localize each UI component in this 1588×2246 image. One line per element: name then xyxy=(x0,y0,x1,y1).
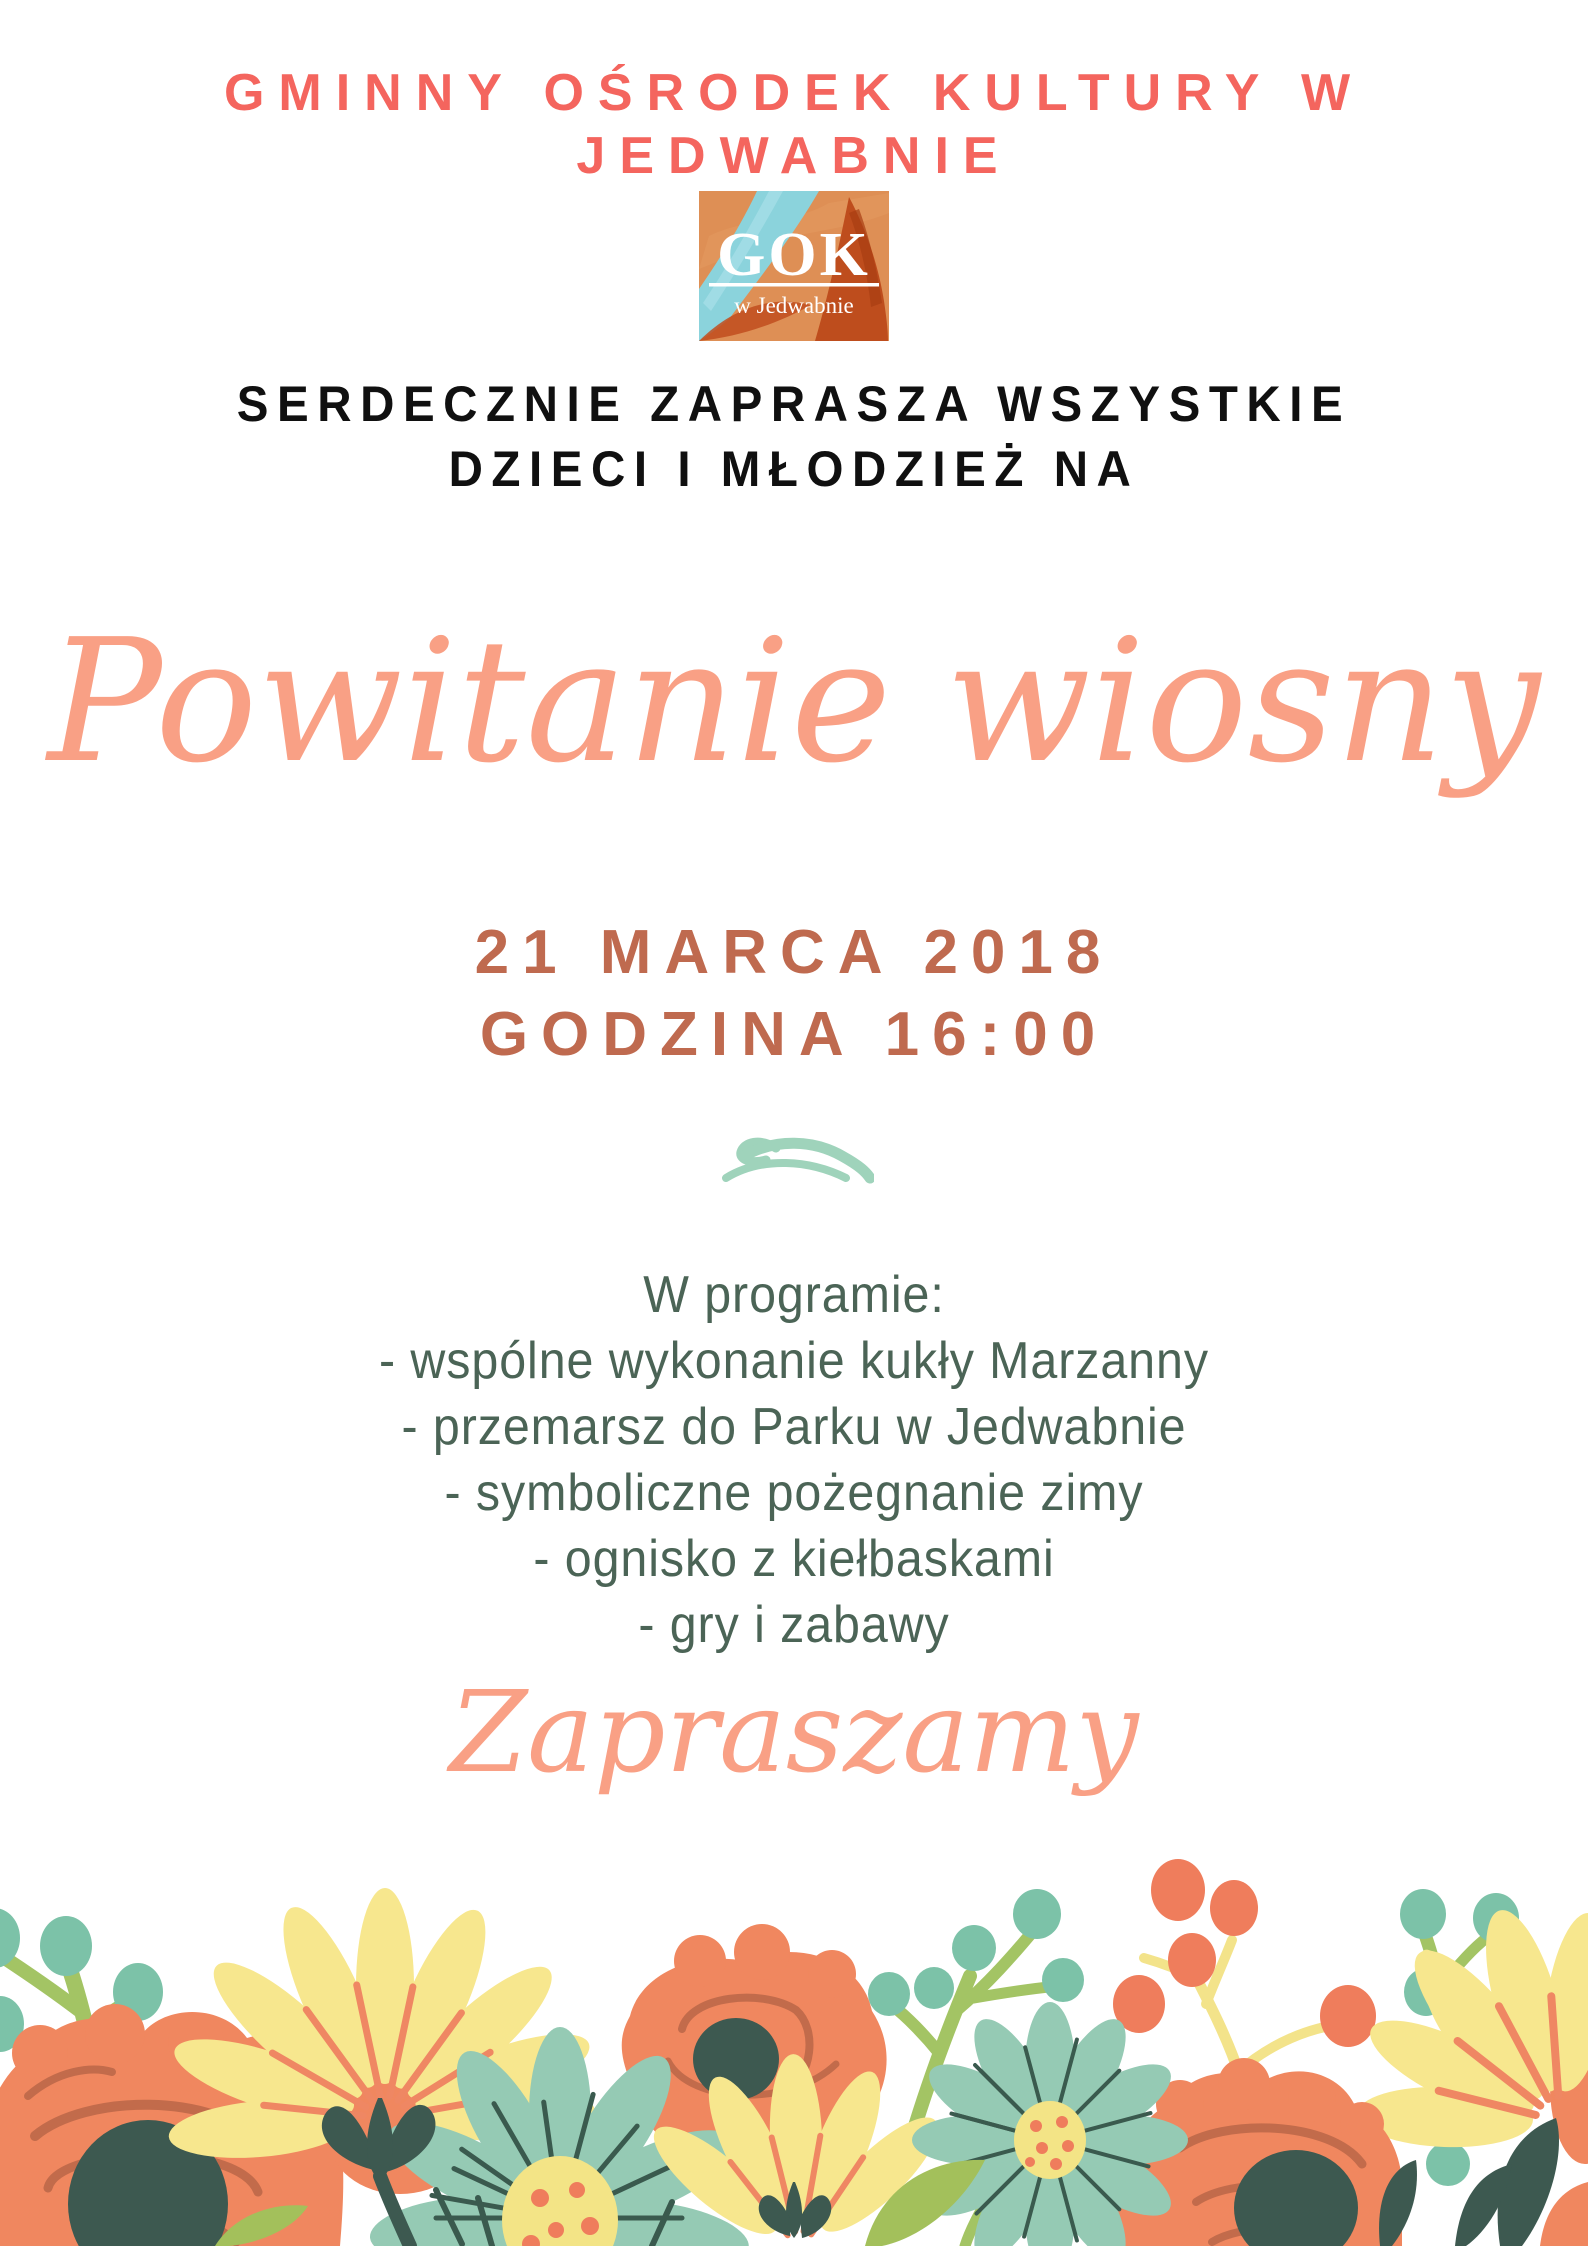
program-section xyxy=(56,1262,1533,1658)
invitation-line1: SERDECZNIE ZAPRASZA WSZYSTKIE xyxy=(236,376,1352,432)
organization-title-line1: GMINNY OŚRODEK KULTURY W xyxy=(223,64,1365,122)
organization-title xyxy=(0,62,1588,189)
gok-logo-artwork xyxy=(699,191,889,341)
gok-logo xyxy=(699,191,889,341)
gok-logo-subtitle: w Jedwabnie xyxy=(734,293,854,318)
program-item: - symboliczne pożegnanie zimy xyxy=(444,1464,1144,1523)
program-item: - gry i zabawy xyxy=(638,1596,950,1655)
teal-daisy-small xyxy=(912,2002,1188,2246)
coral-berry-branch xyxy=(1113,1859,1376,2076)
invitation-text xyxy=(40,372,1549,502)
program-heading: W programie: xyxy=(643,1266,945,1324)
organization-title-line2: JEDWABNIE xyxy=(576,127,1012,186)
event-datetime xyxy=(0,912,1588,1076)
program-item: - wspólne wykonanie kukły Marzanny xyxy=(379,1332,1209,1391)
program-item: - ognisko z kiełbaskami xyxy=(533,1530,1055,1589)
wave-swoosh-icon xyxy=(714,1120,874,1194)
program-item: - przemarsz do Parku w Jedwabnie xyxy=(401,1398,1187,1457)
flower-border-illustration xyxy=(0,1846,1588,2246)
gok-logo-acronym: GOK xyxy=(717,221,871,289)
invitation-line2: DZIECI I MŁODZIEŻ NA xyxy=(448,441,1140,497)
event-title: Powitanie wiosny xyxy=(47,603,1541,801)
closing-text: Zapraszamy xyxy=(449,1668,1139,1798)
event-time-line: GODZINA 16:00 xyxy=(479,999,1109,1069)
event-date-line: 21 MARCA 2018 xyxy=(474,918,1114,987)
